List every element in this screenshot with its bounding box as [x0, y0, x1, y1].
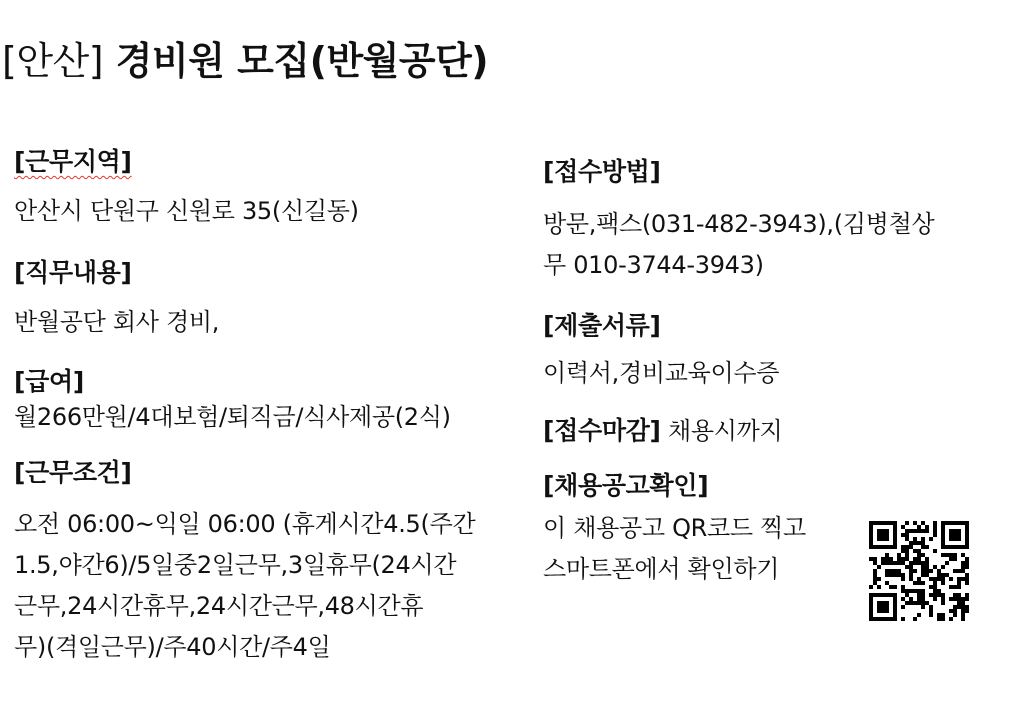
location-text: 안산시 단원구 신원로 35(신길동) [14, 197, 359, 225]
page-title [2, 30, 488, 85]
conditions-heading: [근무조건] [14, 458, 132, 487]
conditions-line-3: 근무,24시간휴무,24시간근무,48시간휴 [14, 592, 424, 620]
apply-method-heading: [접수방법] [543, 157, 661, 186]
duty-text: 반월공단 회사 경비, [14, 308, 220, 336]
conditions-line-1: 오전 06:00~익일 06:00 (휴게시간4.5(주간 [14, 510, 476, 538]
apply-method-line-1: 방문,팩스(031-482-3943),(김병철상 [543, 210, 935, 238]
deadline-text: 채용시까지 [660, 417, 783, 445]
documents-heading: [제출서류] [543, 311, 661, 340]
conditions-line-4: 무)(격일근무)/주40시간/주4일 [14, 633, 331, 661]
title-region: [안산] [2, 39, 104, 83]
location-heading: [근무지역] [14, 147, 132, 176]
apply-method-line-2: 무 010-3744-3943) [543, 251, 764, 279]
deadline-row [543, 411, 782, 447]
conditions-line-2: 1.5,야간6)/5일중2일근무,3일휴무(24시간 [14, 551, 457, 579]
confirm-line-2: 스마트폰에서 확인하기 [543, 555, 780, 583]
duty-heading: [직무내용] [14, 258, 132, 287]
confirm-line-1: 이 채용공고 QR코드 찍고 [543, 514, 806, 542]
salary-heading: [급여] [14, 367, 84, 396]
deadline-heading: [접수마감] [543, 416, 661, 445]
title-main: 경비원 모집(반월공단) [103, 39, 489, 83]
documents-text: 이력서,경비교육이수증 [543, 359, 780, 387]
confirm-heading: [채용공고확인] [543, 471, 709, 500]
salary-text: 월266만원/4대보험/퇴직금/식사제공(2식) [14, 403, 451, 431]
qr-code-icon [869, 521, 969, 621]
